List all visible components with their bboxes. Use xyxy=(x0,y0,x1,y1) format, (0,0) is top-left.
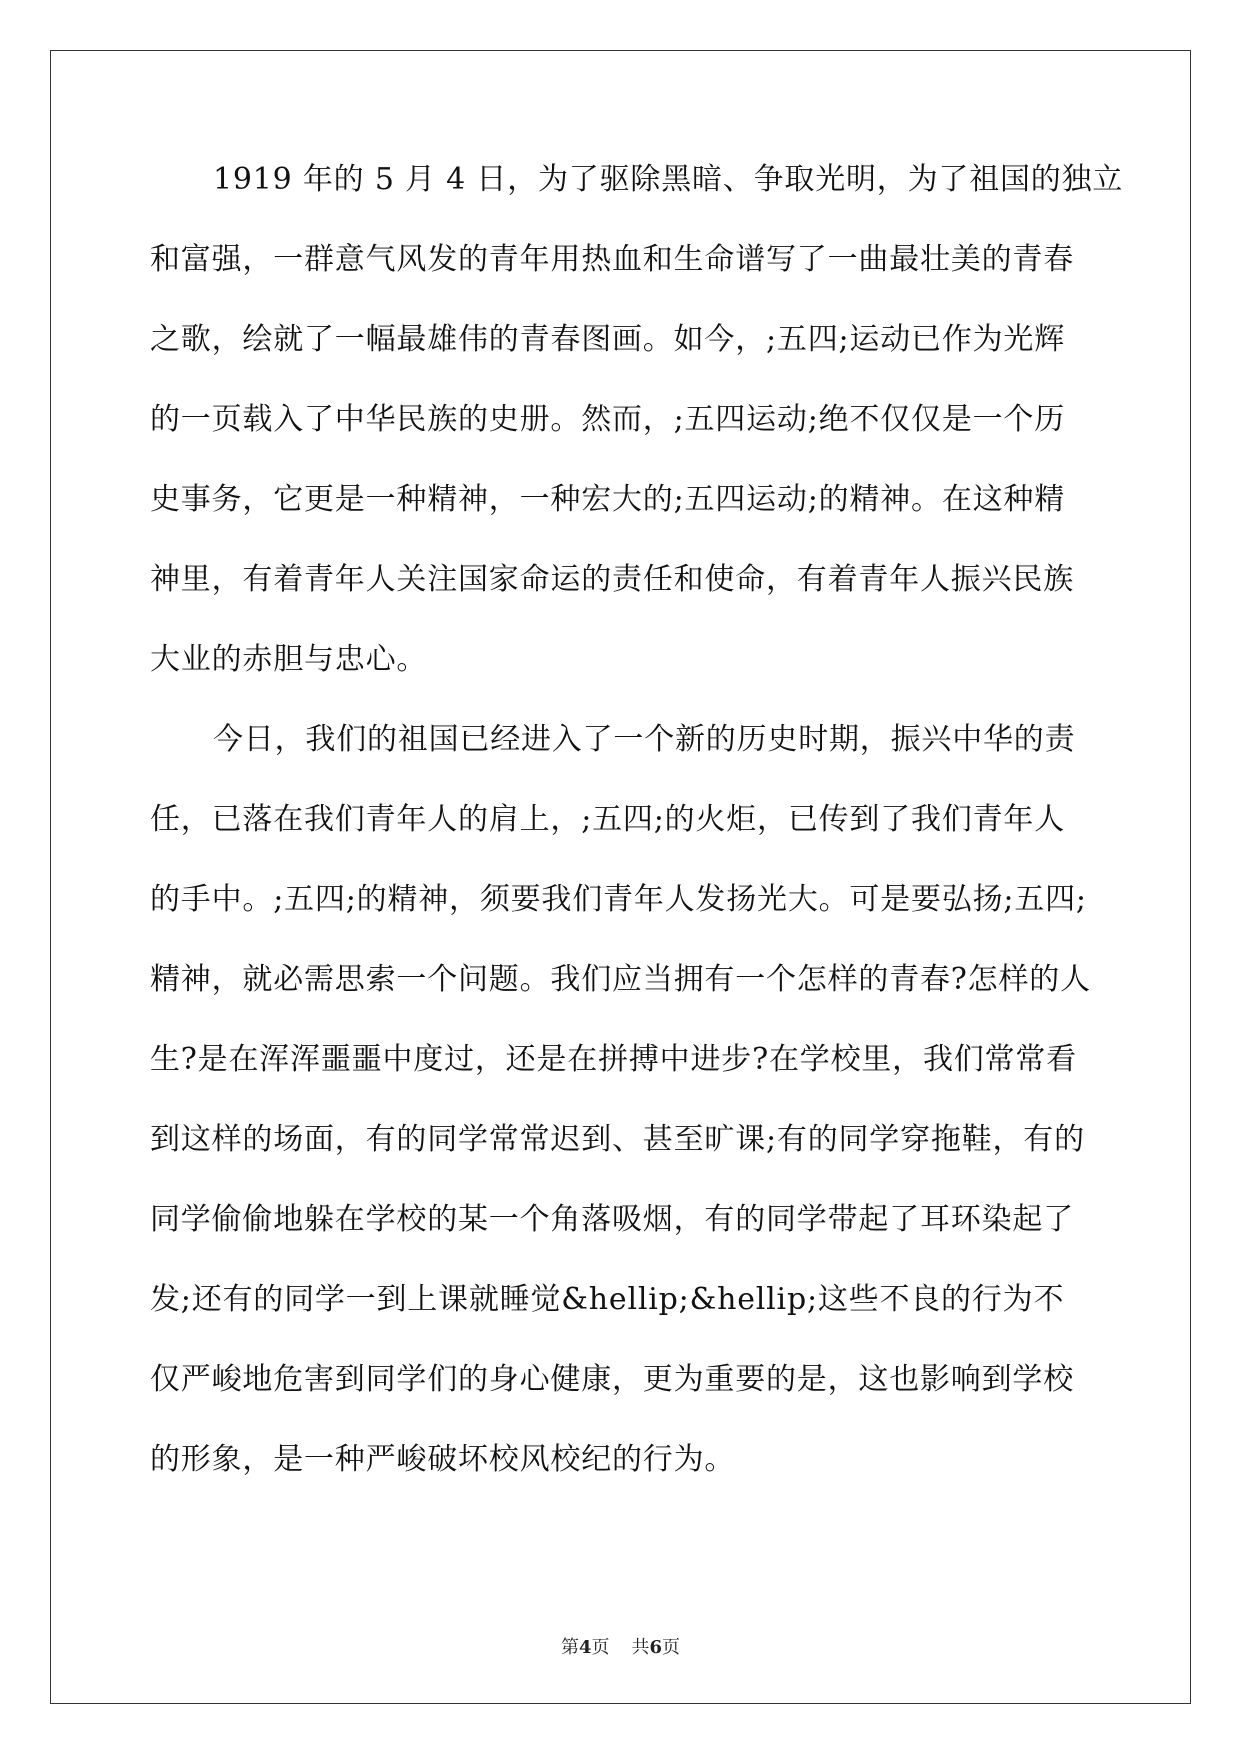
document-body xyxy=(150,160,1124,1520)
footer-total-prefix: 共 xyxy=(631,1637,650,1658)
text-line: 的手中。;五四;的精神，须要我们青年人发扬光大。可是要弘扬;五四; xyxy=(150,882,1087,917)
footer-page-number: 4 xyxy=(578,1637,592,1658)
footer-prefix: 第 xyxy=(560,1637,579,1658)
text-line: 的形象，是一种严峻破坏校风校纪的行为。 xyxy=(150,1442,736,1477)
text-line: 的一页载入了中华民族的史册。然而，;五四运动;绝不仅仅是一个历 xyxy=(150,402,1066,437)
text-line: 1919 年的 5 月 4 日，为了驱除黑暗、争取光明，为了祖国的独立 xyxy=(213,162,1124,197)
text-line: 生?是在浑浑噩噩中度过，还是在拼搏中进步?在学校里，我们常常看 xyxy=(150,1042,1077,1077)
text-line: 史事务，它更是一种精神，一种宏大的;五四运动;的精神。在这种精 xyxy=(150,482,1066,517)
paragraph-1 xyxy=(150,160,1124,720)
text-line: 仅严峻地危害到同学们的身心健康，更为重要的是，这也影响到学校 xyxy=(150,1362,1074,1397)
text-line: 发;还有的同学一到上课就睡觉&hellip;&hellip;这些不良的行为不 xyxy=(150,1282,1065,1317)
text-line: 精神，就必需思索一个问题。我们应当拥有一个怎样的青春?怎样的人 xyxy=(150,962,1091,997)
footer-total-pages: 6 xyxy=(649,1637,663,1658)
footer-total-suffix: 页 xyxy=(662,1637,681,1658)
text-line: 神里，有着青年人关注国家命运的责任和使命，有着青年人振兴民族 xyxy=(150,562,1074,597)
text-line: 大业的赤胆与忠心。 xyxy=(150,642,428,677)
footer-page-suffix: 页 xyxy=(591,1637,610,1658)
text-line: 今日，我们的祖国已经进入了一个新的历史时期，振兴中华的责 xyxy=(213,722,1076,757)
text-line: 任，已落在我们青年人的肩上，;五四;的火炬，已传到了我们青年人 xyxy=(150,802,1066,837)
paragraph-2 xyxy=(150,720,1095,1520)
text-line: 到这样的场面，有的同学常常迟到、甚至旷课;有的同学穿拖鞋，有的 xyxy=(150,1122,1085,1157)
text-line: 和富强，一群意气风发的青年用热血和生命谱写了一曲最壮美的青春 xyxy=(150,242,1074,277)
text-line: 同学偷偷地躲在学校的某一个角落吸烟，有的同学带起了耳环染起了 xyxy=(150,1202,1074,1237)
page-footer xyxy=(0,1633,1241,1659)
text-line: 之歌，绘就了一幅最雄伟的青春图画。如今，;五四;运动已作为光辉 xyxy=(150,322,1066,357)
